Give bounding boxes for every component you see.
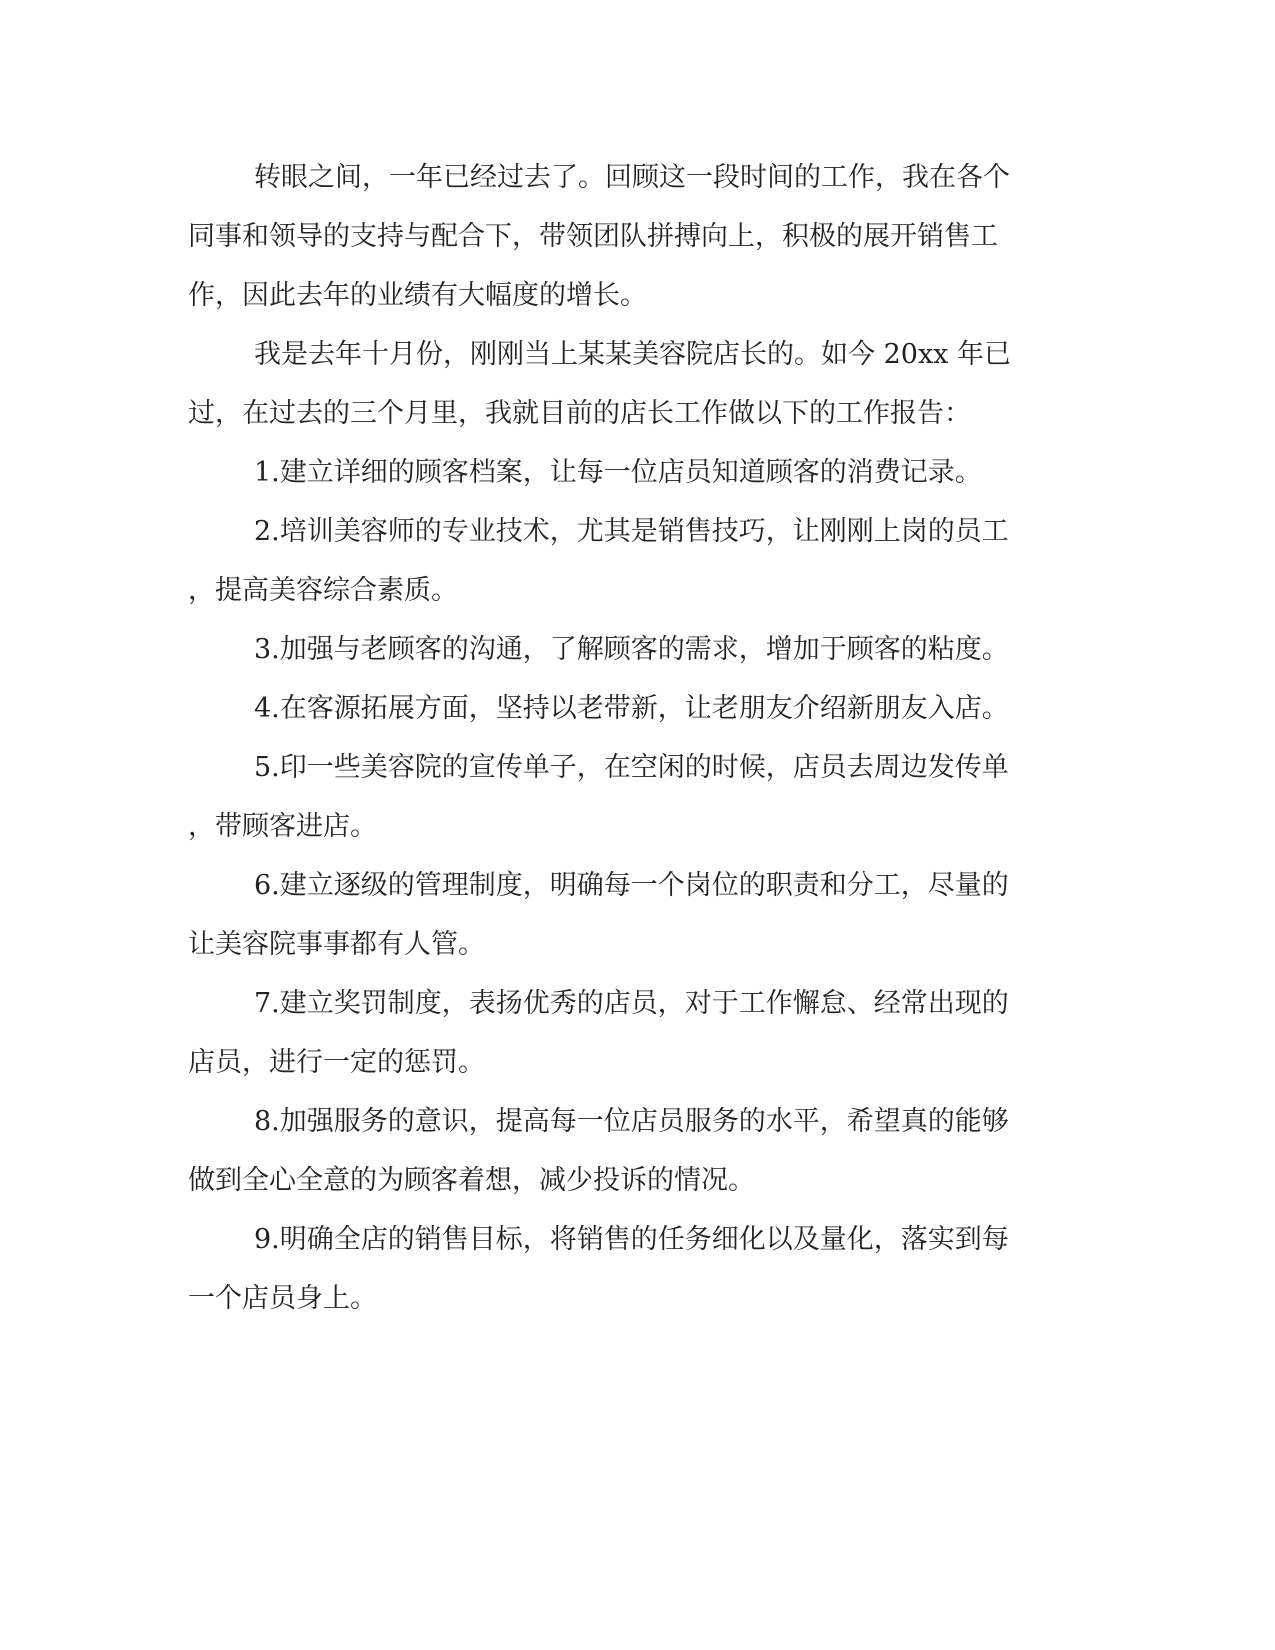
list-item-7-line-2: 店员，进行一定的惩罚。 <box>188 1047 485 1078</box>
list-item-9-line-1: 9.明确全店的销售目标，将销售的任务细化以及量化，落实到每 <box>254 1224 1009 1255</box>
paragraph-2-line-2: 过，在过去的三个月里，我就目前的店长工作做以下的工作报告： <box>188 398 971 429</box>
list-item-1: 1.建立详细的顾客档案，让每一位店员知道顾客的消费记录。 <box>254 457 982 488</box>
paragraph-1-line-3: 作，因此去年的业绩有大幅度的增长。 <box>188 280 647 311</box>
list-item-8-line-2: 做到全心全意的为顾客着想，减少投诉的情况。 <box>188 1165 755 1196</box>
list-item-5-line-1: 5.印一些美容院的宣传单子，在空闲的时候，店员去周边发传单 <box>254 752 1009 783</box>
list-item-5-line-2: ，带顾客进店。 <box>188 811 377 842</box>
list-item-4: 4.在客源拓展方面，坚持以老带新，让老朋友介绍新朋友入店。 <box>254 693 1009 724</box>
list-item-8-line-1: 8.加强服务的意识，提高每一位店员服务的水平，希望真的能够 <box>254 1106 1009 1137</box>
list-item-9-line-2: 一个店员身上。 <box>188 1283 377 1314</box>
list-item-7-line-1: 7.建立奖罚制度，表扬优秀的店员，对于工作懈怠、经常出现的 <box>254 988 1009 1019</box>
list-item-2-line-1: 2.培训美容师的专业技术，尤其是销售技巧，让刚刚上岗的员工 <box>254 516 1009 547</box>
list-item-6-line-2: 让美容院事事都有人管。 <box>188 929 485 960</box>
paragraph-1-line-2: 同事和领导的支持与配合下，带领团队拼搏向上，积极的展开销售工 <box>188 221 998 252</box>
paragraph-1-line-1: 转眼之间，一年已经过去了。回顾这一段时间的工作，我在各个 <box>254 162 1010 193</box>
list-item-3: 3.加强与老顾客的沟通，了解顾客的需求，增加于顾客的粘度。 <box>254 634 1009 665</box>
paragraph-2-line-1: 我是去年十月份，刚刚当上某某美容院店长的。如今 20xx 年已 <box>254 339 1011 370</box>
list-item-2-line-2: ，提高美容综合素质。 <box>188 575 458 606</box>
list-item-6-line-1: 6.建立逐级的管理制度，明确每一个岗位的职责和分工，尽量的 <box>254 870 1009 901</box>
